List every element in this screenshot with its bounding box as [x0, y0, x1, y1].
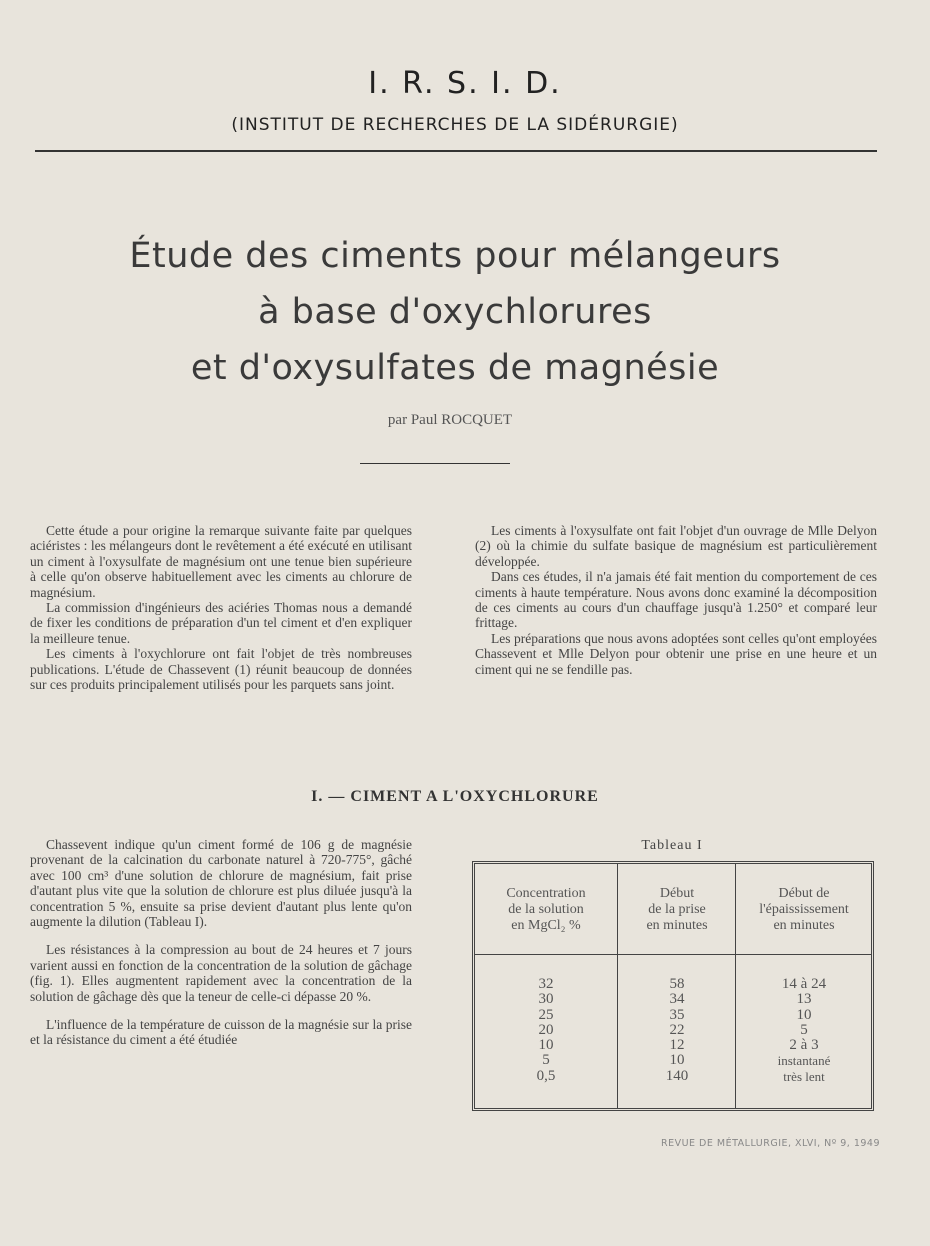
table-cell: 10	[538, 1037, 554, 1054]
table-header	[736, 886, 872, 934]
header-line: Début	[659, 886, 695, 901]
title-line-1: Étude des ciments pour mélangeurs	[129, 236, 781, 276]
intro-paragraph: Dans ces études, il n'a jamais été fait mention du comportement de ces ciments à haute température. Nous avons donc examiné la décomposition de ces ciments au cours d'un chauffage jusqu'à 1.250° et comparé leur frittage.	[475, 569, 877, 631]
masthead-rule	[35, 150, 877, 152]
section-body-column	[30, 837, 412, 1048]
table-cell: 12	[669, 1037, 685, 1054]
table-cell: 35	[669, 1006, 685, 1023]
header-line: en minutes	[646, 918, 708, 933]
header-line: l'épaississement	[759, 902, 849, 917]
table-cell: 140	[665, 1067, 689, 1084]
intro-right-column	[475, 523, 877, 677]
table-column-prise	[617, 864, 736, 1108]
table-header	[475, 886, 617, 934]
table-cell: 32	[538, 976, 554, 992]
body-paragraph: Chassevent indique qu'un ciment formé de 106 g de magnésie provenant de la calcination du carbonate naturel à 720-775°, gâché avec 100 cm³ d'une solution de chlorure de magnésium, fait prise d'autant plus vite que la solution de chlorure est plus diluée jusqu'à la concentration 5 %, ensuite sa prise devient d'autant plus lente qu'on augmente la dilution (Tableau I).	[30, 837, 412, 930]
table-cell: 58	[669, 976, 685, 992]
table-cell: 2 à 3	[789, 1037, 819, 1054]
section-heading: I. — CIMENT A L'OXYCHLORURE	[311, 788, 599, 805]
table-cell: 22	[669, 1021, 685, 1038]
intro-left-column	[30, 523, 412, 692]
table-cell: 5	[542, 1052, 550, 1069]
data-table	[472, 861, 874, 1111]
table-cell: 30	[538, 991, 554, 1008]
header-line: de la prise	[648, 902, 706, 917]
intro-paragraph: Cette étude a pour origine la remarque suivante faite par quelques aciéristes : les mélangeurs dont le revêtement a été exécuté en utilisant un ciment à l'oxysulfate de magnésium ont une tenue bien supérieure à celle qu'on observe habituellement avec les ciments au chlorure de magnésium.	[30, 523, 412, 600]
table-cell: 10	[669, 1052, 685, 1069]
header-line: Début de	[778, 886, 830, 901]
title-divider	[360, 463, 510, 464]
intro-paragraph: Les préparations que nous avons adoptées sont celles qu'ont employées Chassevent et Mlle Delyon pour obtenir une prise en une heure et un ciment qui ne se fendille pas.	[475, 630, 877, 677]
table-cell: 34	[669, 991, 685, 1008]
journal-footer: REVUE DE MÉTALLURGIE, XLVI, Nº 9, 1949	[660, 1138, 880, 1149]
table-caption: Tableau I	[641, 838, 703, 853]
header-line: de la solution	[508, 902, 584, 917]
header-line: Concentration	[506, 886, 586, 901]
table-cell: 25	[538, 1006, 554, 1023]
table-cell: 5	[800, 1021, 808, 1038]
article-title	[0, 228, 910, 396]
table-cell: très lent	[783, 1068, 825, 1084]
header-line: en minutes	[773, 918, 835, 933]
body-paragraph: Les résistances à la compression au bout de 24 heures et 7 jours varient aussi en fonction de la concentration de la solution de gâchage (fig. 1). Elles augmentent rapidement avec la concentration de la solution de gâchage dès que la teneur de celle-ci dépasse 20 %.	[30, 942, 412, 1004]
title-line-3: et d'oxysulfates de magnésie	[190, 348, 720, 388]
table-cell: 14 à 24	[781, 976, 827, 992]
table-cell: 0,5	[536, 1067, 556, 1084]
table-header	[618, 886, 736, 934]
intro-paragraph: Les ciments à l'oxysulfate ont fait l'objet d'un ouvrage de Mlle Delyon (2) où la chimie du sulfate basique de magnésium est particulièrement développée.	[475, 523, 877, 569]
byline: par Paul ROCQUET	[387, 412, 513, 428]
table-cell: instantané	[777, 1053, 831, 1069]
masthead-title: I. R. S. I. D.	[368, 66, 562, 101]
masthead-subtitle: (INSTITUT DE RECHERCHES DE LA SIDÉRURGIE)	[231, 115, 679, 135]
table-column-concentration	[475, 864, 617, 1108]
table-column-values	[475, 977, 617, 1084]
table-column-values	[618, 977, 736, 1084]
intro-paragraph: Les ciments à l'oxychlorure ont fait l'objet de très nombreuses publications. L'étude de Chassevent (1) réunit beaucoup de données sur ces produits principalement utilisés pour les parquets sans joint.	[30, 646, 412, 693]
table-column-epaississement	[735, 864, 872, 1108]
table-cell: 10	[796, 1006, 812, 1023]
intro-paragraph: La commission d'ingénieurs des aciéries Thomas nous a demandé de fixer les conditions de préparation d'un tel ciment et d'en expliquer la meilleure tenue.	[30, 600, 412, 646]
table-cell: 13	[796, 991, 812, 1008]
table-cell: 20	[538, 1021, 554, 1038]
title-line-2: à base d'oxychlorures	[258, 292, 652, 332]
body-paragraph: L'influence de la température de cuisson de la magnésie sur la prise et la résistance du ciment a été étudiée	[30, 1017, 412, 1048]
table-column-values	[736, 977, 872, 1084]
header-line: en MgCl₂ %	[511, 918, 581, 933]
